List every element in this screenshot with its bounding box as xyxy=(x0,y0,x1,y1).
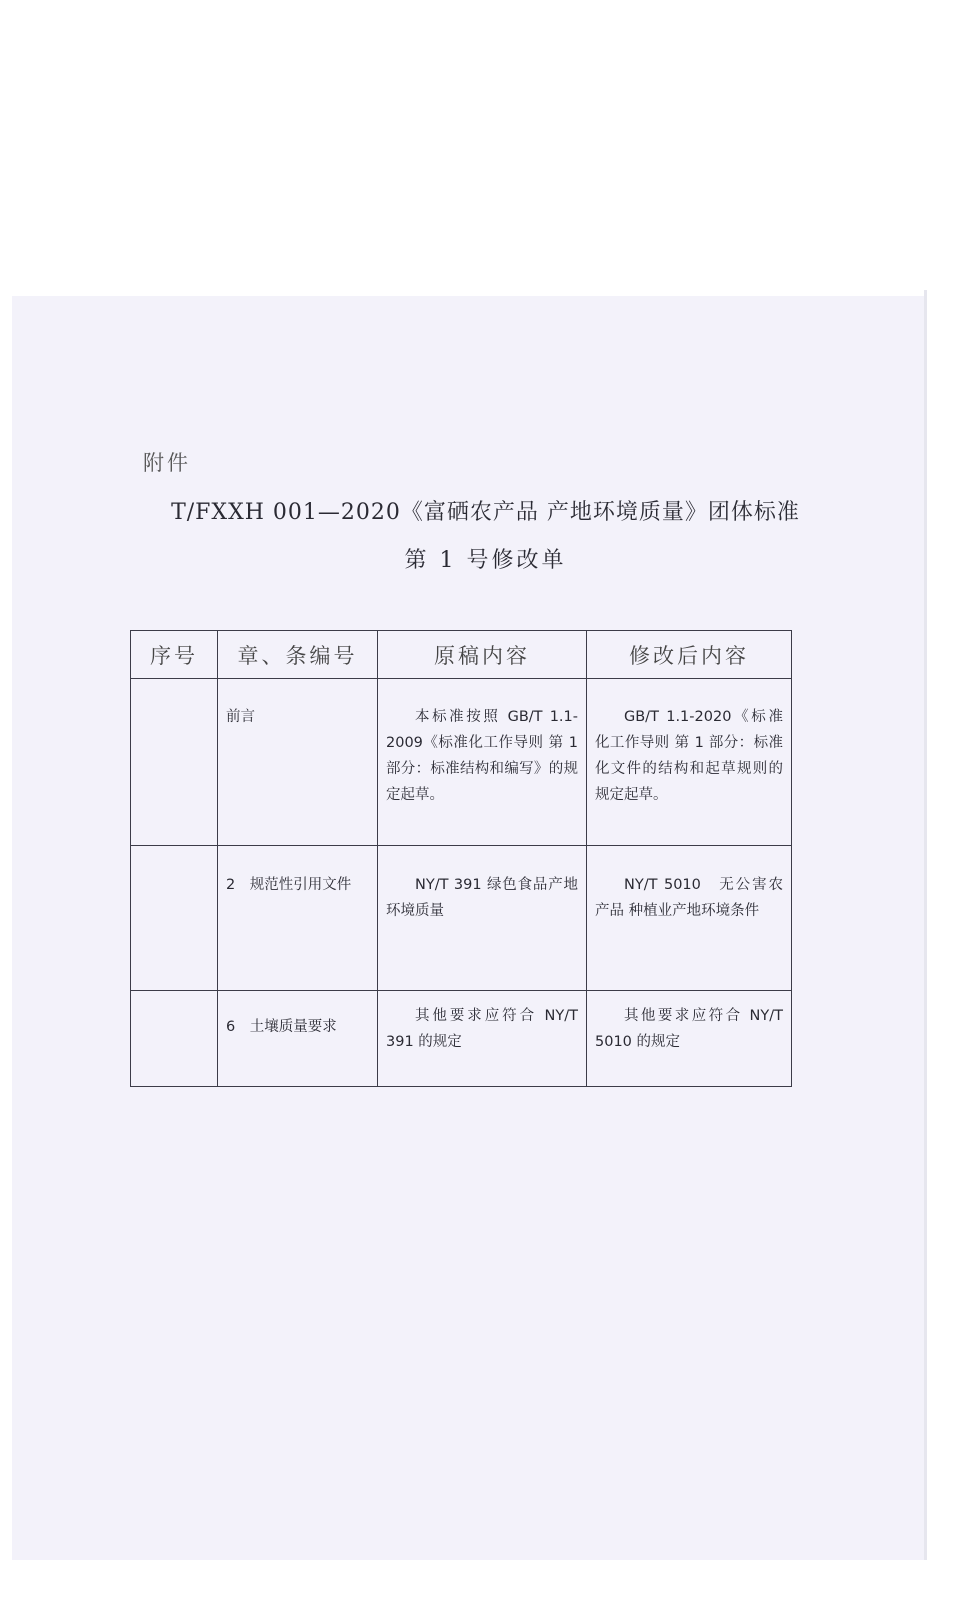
table-row xyxy=(131,991,792,1087)
cell-original: NY/T 391 绿色食品产地环境质量 xyxy=(386,877,578,919)
cell-section: 前言 xyxy=(226,709,255,725)
amendment-table xyxy=(130,630,792,1087)
cell-original: 本标准按照 GB/T 1.1-2009《标准化工作导则 第 1 部分：标准结构和编写》的规定起草。 xyxy=(386,709,578,803)
header-revised: 修改后内容 xyxy=(587,631,792,679)
document-subtitle: 第 1 号修改单 xyxy=(404,548,567,573)
header-section: 章、条编号 xyxy=(218,631,378,679)
cell-section: 6 土壤质量要求 xyxy=(226,1019,337,1035)
header-no: 序号 xyxy=(131,631,218,679)
table-row xyxy=(131,846,792,991)
document-title: T/FXXH 001—2020《富硒农产品 产地环境质量》团体标准 xyxy=(171,500,800,525)
cell-revised: GB/T 1.1-2020《标准化工作导则 第 1 部分：标准化文件的结构和起草规则的规定起草。 xyxy=(595,709,783,803)
cell-revised: 其他要求应符合 NY/T 5010 的规定 xyxy=(595,1008,783,1050)
attachment-label: 附件 xyxy=(143,451,191,475)
cell-section: 2 规范性引用文件 xyxy=(226,877,352,893)
cell-original: 其他要求应符合 NY/T 391 的规定 xyxy=(386,1008,578,1050)
table-row xyxy=(131,679,792,846)
scan-edge xyxy=(924,290,927,1560)
cell-no xyxy=(131,679,218,846)
header-original: 原稿内容 xyxy=(378,631,587,679)
cell-no xyxy=(131,846,218,991)
table-header-row xyxy=(131,631,792,679)
cell-no xyxy=(131,991,218,1087)
cell-revised: NY/T 5010 无公害农产品 种植业产地环境条件 xyxy=(595,877,783,919)
